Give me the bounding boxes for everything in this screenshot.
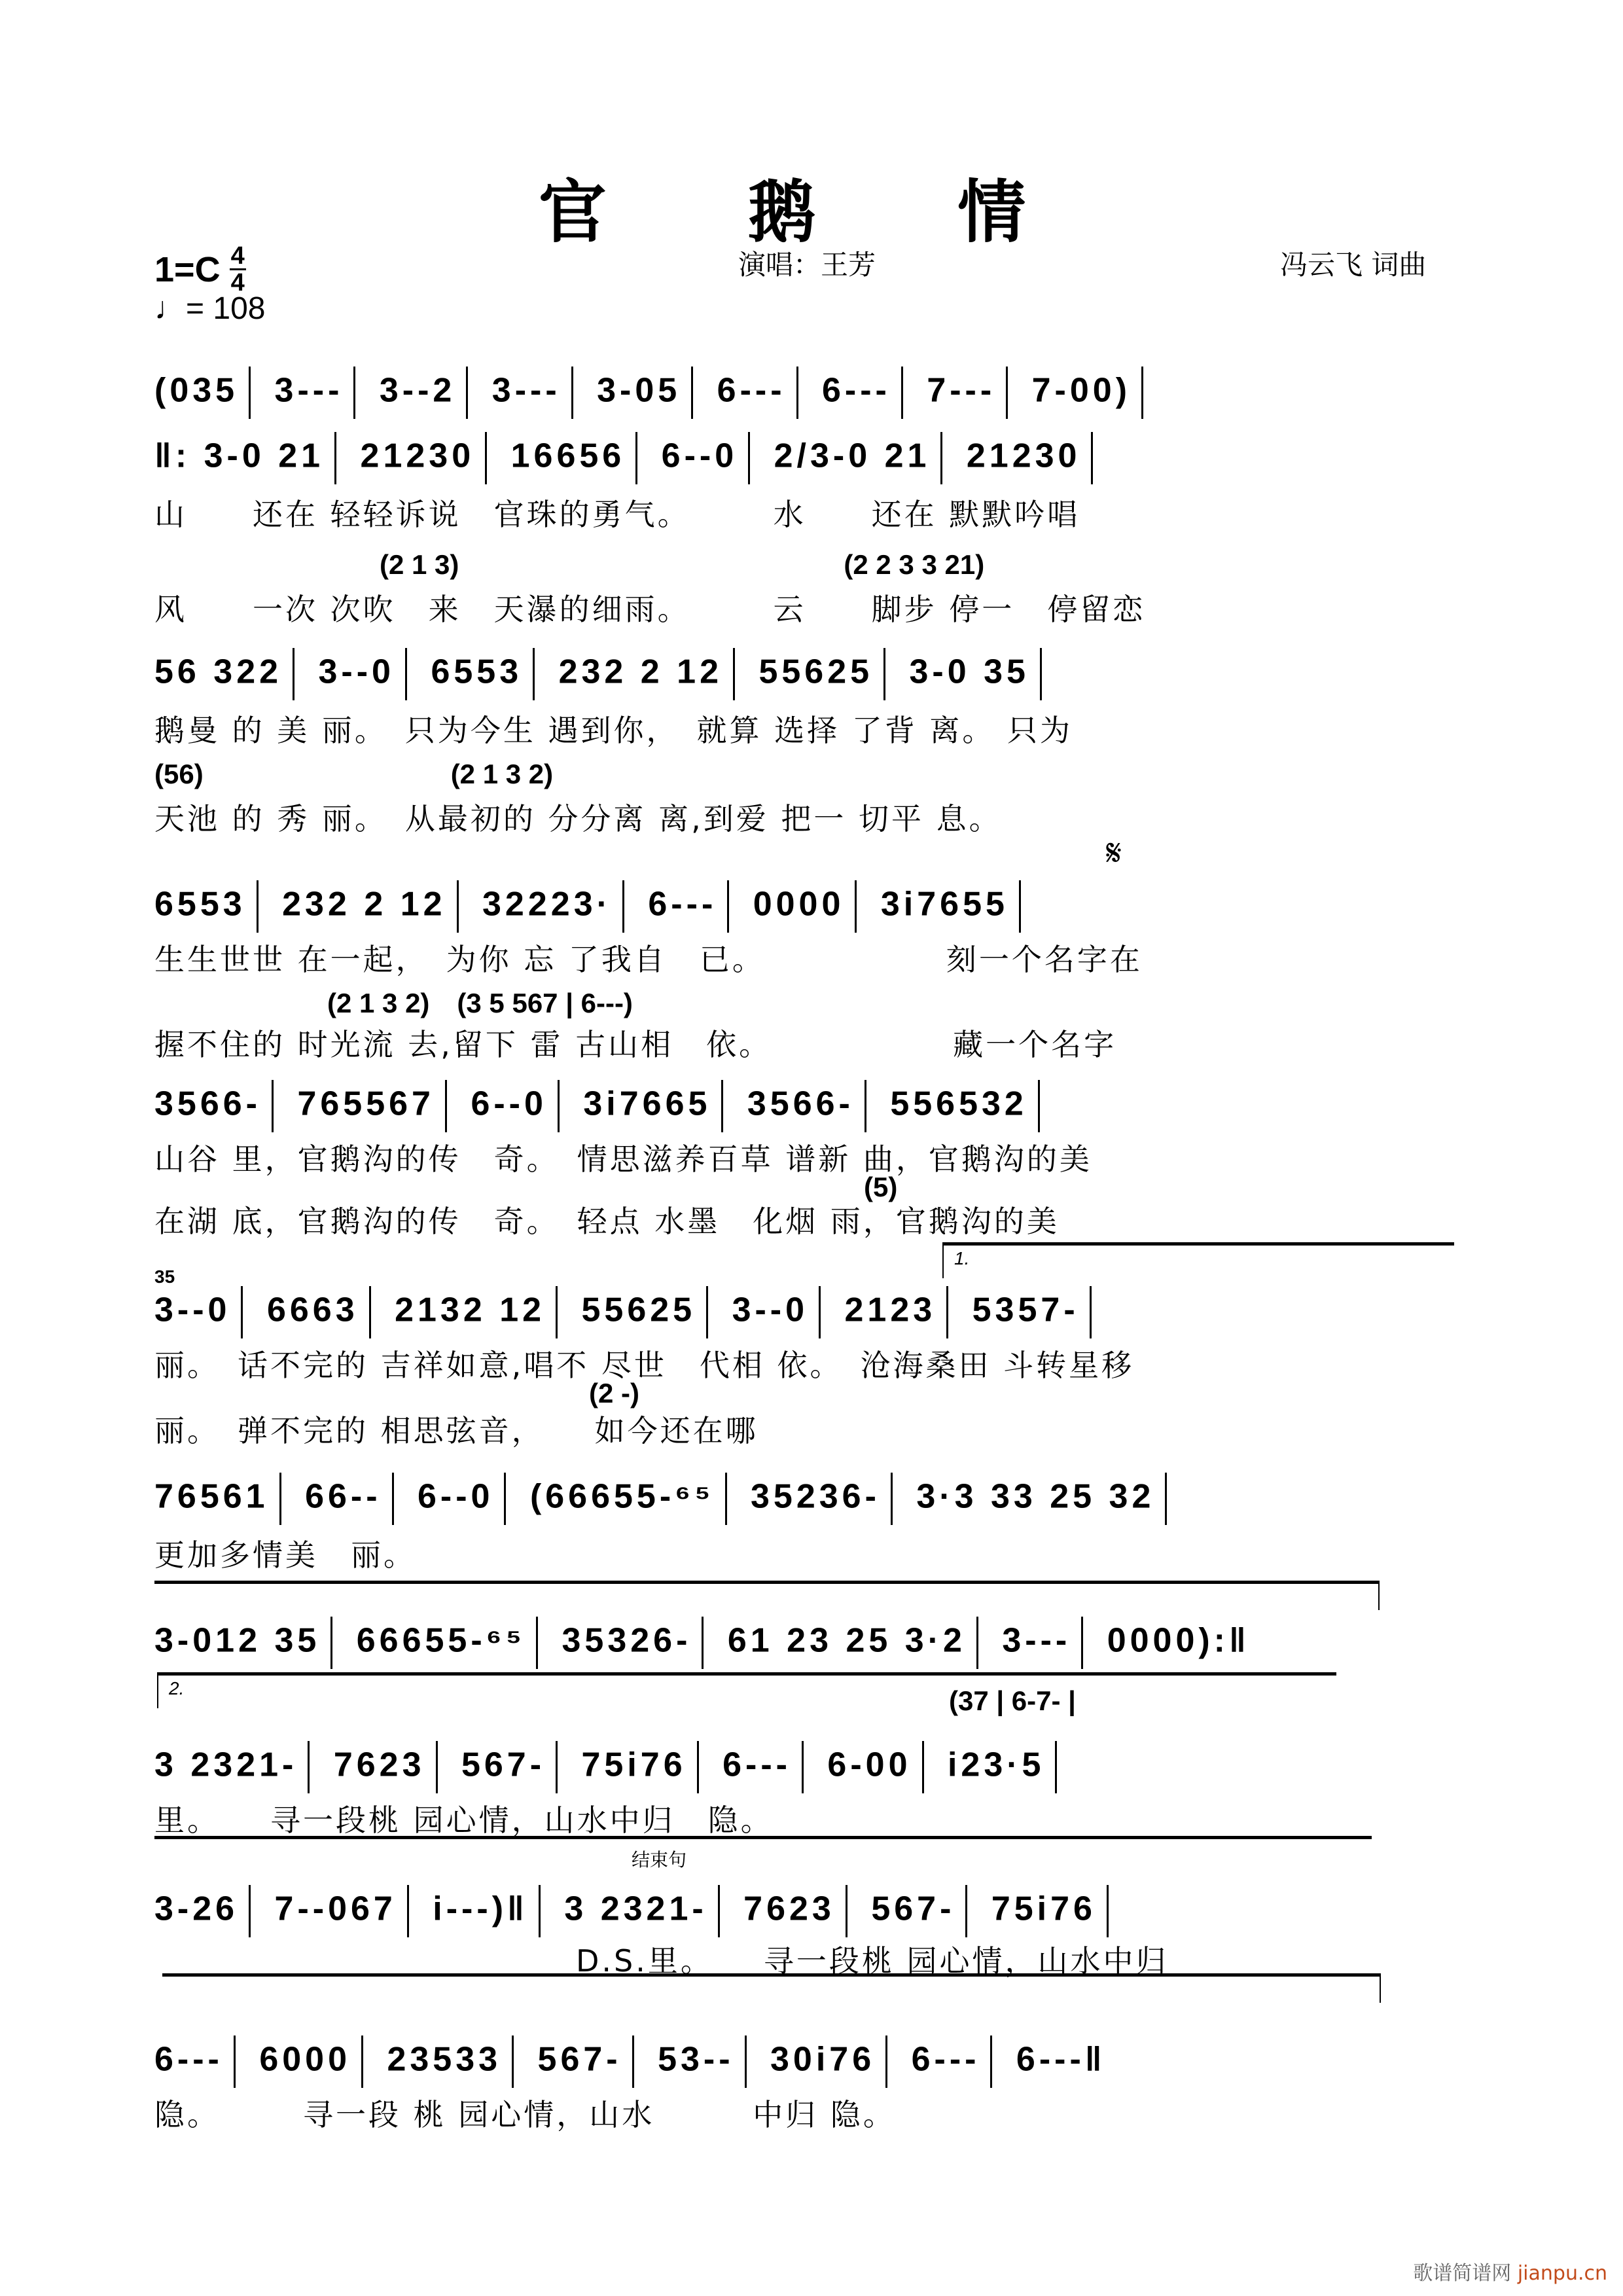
barline bbox=[990, 2036, 992, 2088]
measure: 3566- bbox=[747, 1085, 854, 1123]
barline bbox=[1055, 1741, 1057, 1793]
measure: i---)‖ bbox=[433, 1890, 528, 1928]
system-1-lyrics: 山 还在 轻轻诉说 官珠的勇气。 水 还在 默默吟唱 bbox=[154, 497, 1080, 532]
barline bbox=[1019, 880, 1021, 933]
barline bbox=[725, 1473, 727, 1525]
watermark-text: 歌谱简谱网 bbox=[1413, 2262, 1512, 2285]
system-6-lyrics: 更加多情美 丽。 bbox=[154, 1537, 416, 1573]
barline bbox=[1107, 1885, 1109, 1937]
measure: 16656 bbox=[510, 437, 626, 475]
barline bbox=[533, 648, 535, 700]
measure: 3--- bbox=[274, 371, 344, 410]
barline bbox=[558, 1080, 560, 1132]
barline bbox=[536, 1617, 538, 1669]
measure: 6--0 bbox=[471, 1085, 547, 1123]
measure: 61 23 25 3·2 bbox=[727, 1621, 966, 1660]
measure: 53-- bbox=[658, 2040, 734, 2079]
measure: 3·3 33 25 32 bbox=[916, 1477, 1155, 1516]
system-3-alt-notes: (2 1 3 2) (3 5 567 | 6---) bbox=[327, 988, 633, 1018]
system-1-notes bbox=[154, 432, 1391, 484]
barline bbox=[697, 1741, 699, 1793]
barline bbox=[272, 1080, 274, 1132]
system-4-notes bbox=[154, 1080, 1391, 1132]
coda-bracket bbox=[154, 1836, 1372, 1839]
barline bbox=[965, 1885, 967, 1937]
system-3-notes bbox=[154, 880, 1391, 933]
measure: i23·5 bbox=[947, 1746, 1045, 1784]
barline bbox=[436, 1741, 438, 1793]
barline bbox=[571, 367, 573, 419]
barline bbox=[632, 2036, 634, 2088]
barline bbox=[1141, 367, 1143, 419]
key-label: 1=C bbox=[154, 249, 221, 289]
barline bbox=[457, 880, 459, 933]
measure: 6--- bbox=[648, 885, 717, 924]
measure: ‖: 3-0 21 bbox=[154, 437, 325, 475]
barline bbox=[539, 1885, 541, 1937]
barline bbox=[901, 367, 903, 419]
measure: 3--0 bbox=[154, 1291, 231, 1329]
measure: 3 2321- bbox=[564, 1890, 707, 1928]
measure: 2/3-0 21 bbox=[774, 437, 931, 475]
measure: 3--0 bbox=[318, 653, 395, 691]
measure: 6553 bbox=[431, 653, 523, 691]
site-watermark bbox=[1413, 2257, 1607, 2286]
measure: 21230 bbox=[360, 437, 475, 475]
system-2-alt-notes: (56) (2 1 3 2) bbox=[154, 759, 554, 789]
watermark-url: jianpu.cn bbox=[1517, 2262, 1607, 2285]
measure: 55625 bbox=[581, 1291, 696, 1329]
system-3-alt-lyrics: 握不住的 时光流 去,留下 雷 古山相 依。 藏一个名字 bbox=[154, 1027, 1117, 1062]
measure: 7--067 bbox=[274, 1890, 397, 1928]
measure: 6--- bbox=[154, 2040, 223, 2079]
measure: 75i76 bbox=[991, 1890, 1096, 1928]
barline bbox=[748, 432, 750, 484]
author-credit: 冯云飞 词曲 bbox=[1280, 249, 1427, 281]
barline bbox=[855, 880, 857, 933]
barline bbox=[622, 880, 624, 933]
measure: 6--- bbox=[911, 2040, 980, 2079]
grace-note: 35 bbox=[154, 1266, 175, 1287]
barline bbox=[279, 1473, 281, 1525]
system-5-lyrics: 丽。 话不完的 吉祥如意,唱不 尽世 代相 依。 沧海桑田 斗转星移 bbox=[154, 1348, 1135, 1383]
measure: 6-00 bbox=[827, 1746, 912, 1784]
measure: 6553 bbox=[154, 885, 246, 924]
barline bbox=[721, 1080, 723, 1132]
measure: 35326- bbox=[562, 1621, 692, 1660]
measure: 0000):‖ bbox=[1107, 1621, 1250, 1660]
measure: 5357- bbox=[972, 1291, 1079, 1329]
coda-label: 结束句 bbox=[632, 1850, 687, 1870]
barline bbox=[865, 1080, 866, 1132]
barline bbox=[257, 880, 259, 933]
measure: 7623 bbox=[743, 1890, 835, 1928]
barline bbox=[891, 1473, 893, 1525]
barline bbox=[308, 1741, 310, 1793]
song-title: 官 鹅 情 bbox=[538, 171, 1085, 252]
system-4-lyrics: 山谷 里，官鹅沟的传 奇。 情思滋养百草 谱新 曲，官鹅沟的美 bbox=[154, 1141, 1092, 1177]
measure: 7623 bbox=[333, 1746, 425, 1784]
measure: 567- bbox=[537, 2040, 622, 2079]
measure: 56 322 bbox=[154, 653, 283, 691]
measure: 6--- bbox=[717, 371, 786, 410]
system-10-notes bbox=[154, 2036, 1391, 2088]
system-5-alt-notes: (2 -) bbox=[589, 1378, 639, 1408]
measure: 3i7665 bbox=[583, 1085, 711, 1123]
measure: 6--- bbox=[821, 371, 891, 410]
measure: 567- bbox=[871, 1890, 955, 1928]
barline bbox=[249, 367, 251, 419]
barline bbox=[796, 367, 798, 419]
time-signature bbox=[230, 243, 246, 295]
barline bbox=[485, 432, 487, 484]
barline bbox=[407, 1885, 409, 1937]
barline bbox=[883, 648, 885, 700]
measure: 23533 bbox=[387, 2040, 502, 2079]
measure: 232 2 12 bbox=[558, 653, 722, 691]
measure: 2132 12 bbox=[395, 1291, 546, 1329]
system-5-notes bbox=[154, 1286, 1391, 1338]
barline bbox=[718, 1885, 720, 1937]
quarter-note-icon: ♩ bbox=[154, 291, 186, 326]
measure: 3566- bbox=[154, 1085, 261, 1123]
final-bracket bbox=[162, 1973, 1381, 2003]
system-6-notes bbox=[154, 1473, 1391, 1525]
key-signature bbox=[154, 243, 246, 295]
barline bbox=[512, 2036, 514, 2088]
system-8-notes bbox=[154, 1741, 1391, 1793]
system-8-above-notes: (37 | 6-7- | bbox=[949, 1685, 1076, 1716]
measure: (035 bbox=[154, 371, 239, 410]
system-8-lyrics: 里。 寻一段桃 园心情，山水中归 隐。 bbox=[154, 1803, 774, 1838]
barline bbox=[727, 880, 729, 933]
measure: 3-05 bbox=[597, 371, 681, 410]
barline bbox=[293, 648, 294, 700]
measure: 567- bbox=[461, 1746, 546, 1784]
tempo-value: = 108 bbox=[186, 291, 266, 326]
measure: 0000 bbox=[753, 885, 845, 924]
measure: 3-012 35 bbox=[154, 1621, 321, 1660]
segno-icon: 𝄋 bbox=[1106, 832, 1122, 873]
barline bbox=[353, 367, 355, 419]
measure: 75i76 bbox=[581, 1746, 687, 1784]
barline bbox=[1040, 648, 1042, 700]
measure: 6000 bbox=[259, 2040, 351, 2079]
volta-label: 2. bbox=[169, 1678, 185, 1698]
time-signature-top: 4 bbox=[230, 242, 245, 270]
measure: 3-0 35 bbox=[909, 653, 1029, 691]
barline bbox=[445, 1080, 447, 1132]
barline bbox=[702, 1617, 704, 1669]
measure: 76561 bbox=[154, 1477, 269, 1516]
barline bbox=[922, 1741, 924, 1793]
barline bbox=[556, 1286, 558, 1338]
barline bbox=[733, 648, 735, 700]
barline bbox=[330, 1617, 332, 1669]
barline bbox=[369, 1286, 371, 1338]
measure: 6--0 bbox=[418, 1477, 494, 1516]
system-2-notes bbox=[154, 648, 1391, 700]
singer-credit: 演唱：王芳 bbox=[738, 249, 876, 281]
measure: 3i7655 bbox=[880, 885, 1008, 924]
barline bbox=[706, 1286, 708, 1338]
measure: 3--- bbox=[1002, 1621, 1071, 1660]
measure: 6---‖ bbox=[1016, 2040, 1106, 2079]
barline bbox=[392, 1473, 394, 1525]
measure: 6--0 bbox=[661, 437, 738, 475]
barline bbox=[802, 1741, 804, 1793]
measure: 3-26 bbox=[154, 1890, 239, 1928]
barline bbox=[976, 1617, 978, 1669]
volta-label: 1. bbox=[954, 1248, 970, 1268]
measure: 3--0 bbox=[732, 1291, 809, 1329]
measure: 232 2 12 bbox=[282, 885, 446, 924]
barline bbox=[819, 1286, 821, 1338]
system-7-notes bbox=[154, 1617, 1391, 1669]
measure: 55625 bbox=[758, 653, 874, 691]
measure: 3--2 bbox=[379, 371, 456, 410]
barline bbox=[940, 432, 942, 484]
barline bbox=[234, 2036, 236, 2088]
barline bbox=[405, 648, 407, 700]
measure: 2123 bbox=[844, 1291, 936, 1329]
measure: 21230 bbox=[966, 437, 1081, 475]
system-1-alt-notes: (2 1 3) (2 2 3 3 21) bbox=[380, 549, 985, 580]
measure: 35236- bbox=[751, 1477, 880, 1516]
system-10-lyrics: 隐。 寻一段 桃 园心情，山水 中归 隐。 bbox=[154, 2097, 896, 2132]
barline bbox=[635, 432, 637, 484]
barline bbox=[556, 1741, 558, 1793]
barline bbox=[691, 367, 693, 419]
system-9-lyrics: D.S.里。 寻一段桃 园心情，山水中归 bbox=[576, 1943, 1169, 1979]
system-3-lyrics: 生生世世 在一起， 为你 忘 了我自 已。 刻一个名字在 bbox=[154, 942, 1143, 977]
barline bbox=[1081, 1617, 1083, 1669]
system-4-alt-notes: (5) bbox=[864, 1172, 898, 1202]
system-2-lyrics: 鹅曼 的 美 丽。 只为今生 遇到你， 就算 选择 了背 离。 只为 bbox=[154, 713, 1073, 748]
barline bbox=[846, 1885, 847, 1937]
measure: 7-00) bbox=[1031, 371, 1132, 410]
measure: 765567 bbox=[297, 1085, 435, 1123]
system-1-alt-lyrics: 风 一次 次吹 来 天瀑的细雨。 云 脚步 停一 停留恋 bbox=[154, 592, 1146, 627]
barline bbox=[1006, 367, 1008, 419]
barline bbox=[1091, 432, 1093, 484]
tempo-marking bbox=[154, 291, 265, 327]
time-signature-bottom: 4 bbox=[230, 269, 245, 296]
volta-bracket-1 bbox=[942, 1242, 1454, 1278]
measure: 3 2321- bbox=[154, 1746, 298, 1784]
measure: (66655-⁶⁵ bbox=[529, 1477, 715, 1516]
barline bbox=[885, 2036, 887, 2088]
barline bbox=[241, 1286, 243, 1338]
measure: 556532 bbox=[890, 1085, 1027, 1123]
barline bbox=[334, 432, 336, 484]
repeat-bracket bbox=[154, 1581, 1380, 1610]
barline bbox=[946, 1286, 948, 1338]
measure: 66655-⁶⁵ bbox=[356, 1621, 526, 1660]
measure: 32223· bbox=[482, 885, 612, 924]
barline bbox=[1165, 1473, 1167, 1525]
measure: 3--- bbox=[491, 371, 561, 410]
measure: 6--- bbox=[722, 1746, 791, 1784]
measure: 30i76 bbox=[770, 2040, 876, 2079]
barline bbox=[466, 367, 468, 419]
barline bbox=[361, 2036, 363, 2088]
barline bbox=[745, 2036, 747, 2088]
system-0-notes bbox=[154, 367, 1391, 419]
barline bbox=[1038, 1080, 1040, 1132]
measure: 7--- bbox=[927, 371, 996, 410]
barline bbox=[504, 1473, 506, 1525]
system-2-alt-lyrics: 天池 的 秀 丽。 从最初的 分分离 离,到爱 把一 切平 息。 bbox=[154, 801, 1002, 836]
measure: 66-- bbox=[305, 1477, 382, 1516]
barline bbox=[1090, 1286, 1092, 1338]
measure: 6663 bbox=[266, 1291, 359, 1329]
system-9-notes bbox=[154, 1885, 1391, 1937]
barline bbox=[249, 1885, 251, 1937]
system-5-alt-lyrics: 丽。 弹不完的 相思弦音， 如今还在哪 bbox=[154, 1413, 758, 1448]
system-4-alt-lyrics: 在湖 底，官鹅沟的传 奇。 轻点 水墨 化烟 雨，官鹅沟的美 bbox=[154, 1204, 1060, 1239]
